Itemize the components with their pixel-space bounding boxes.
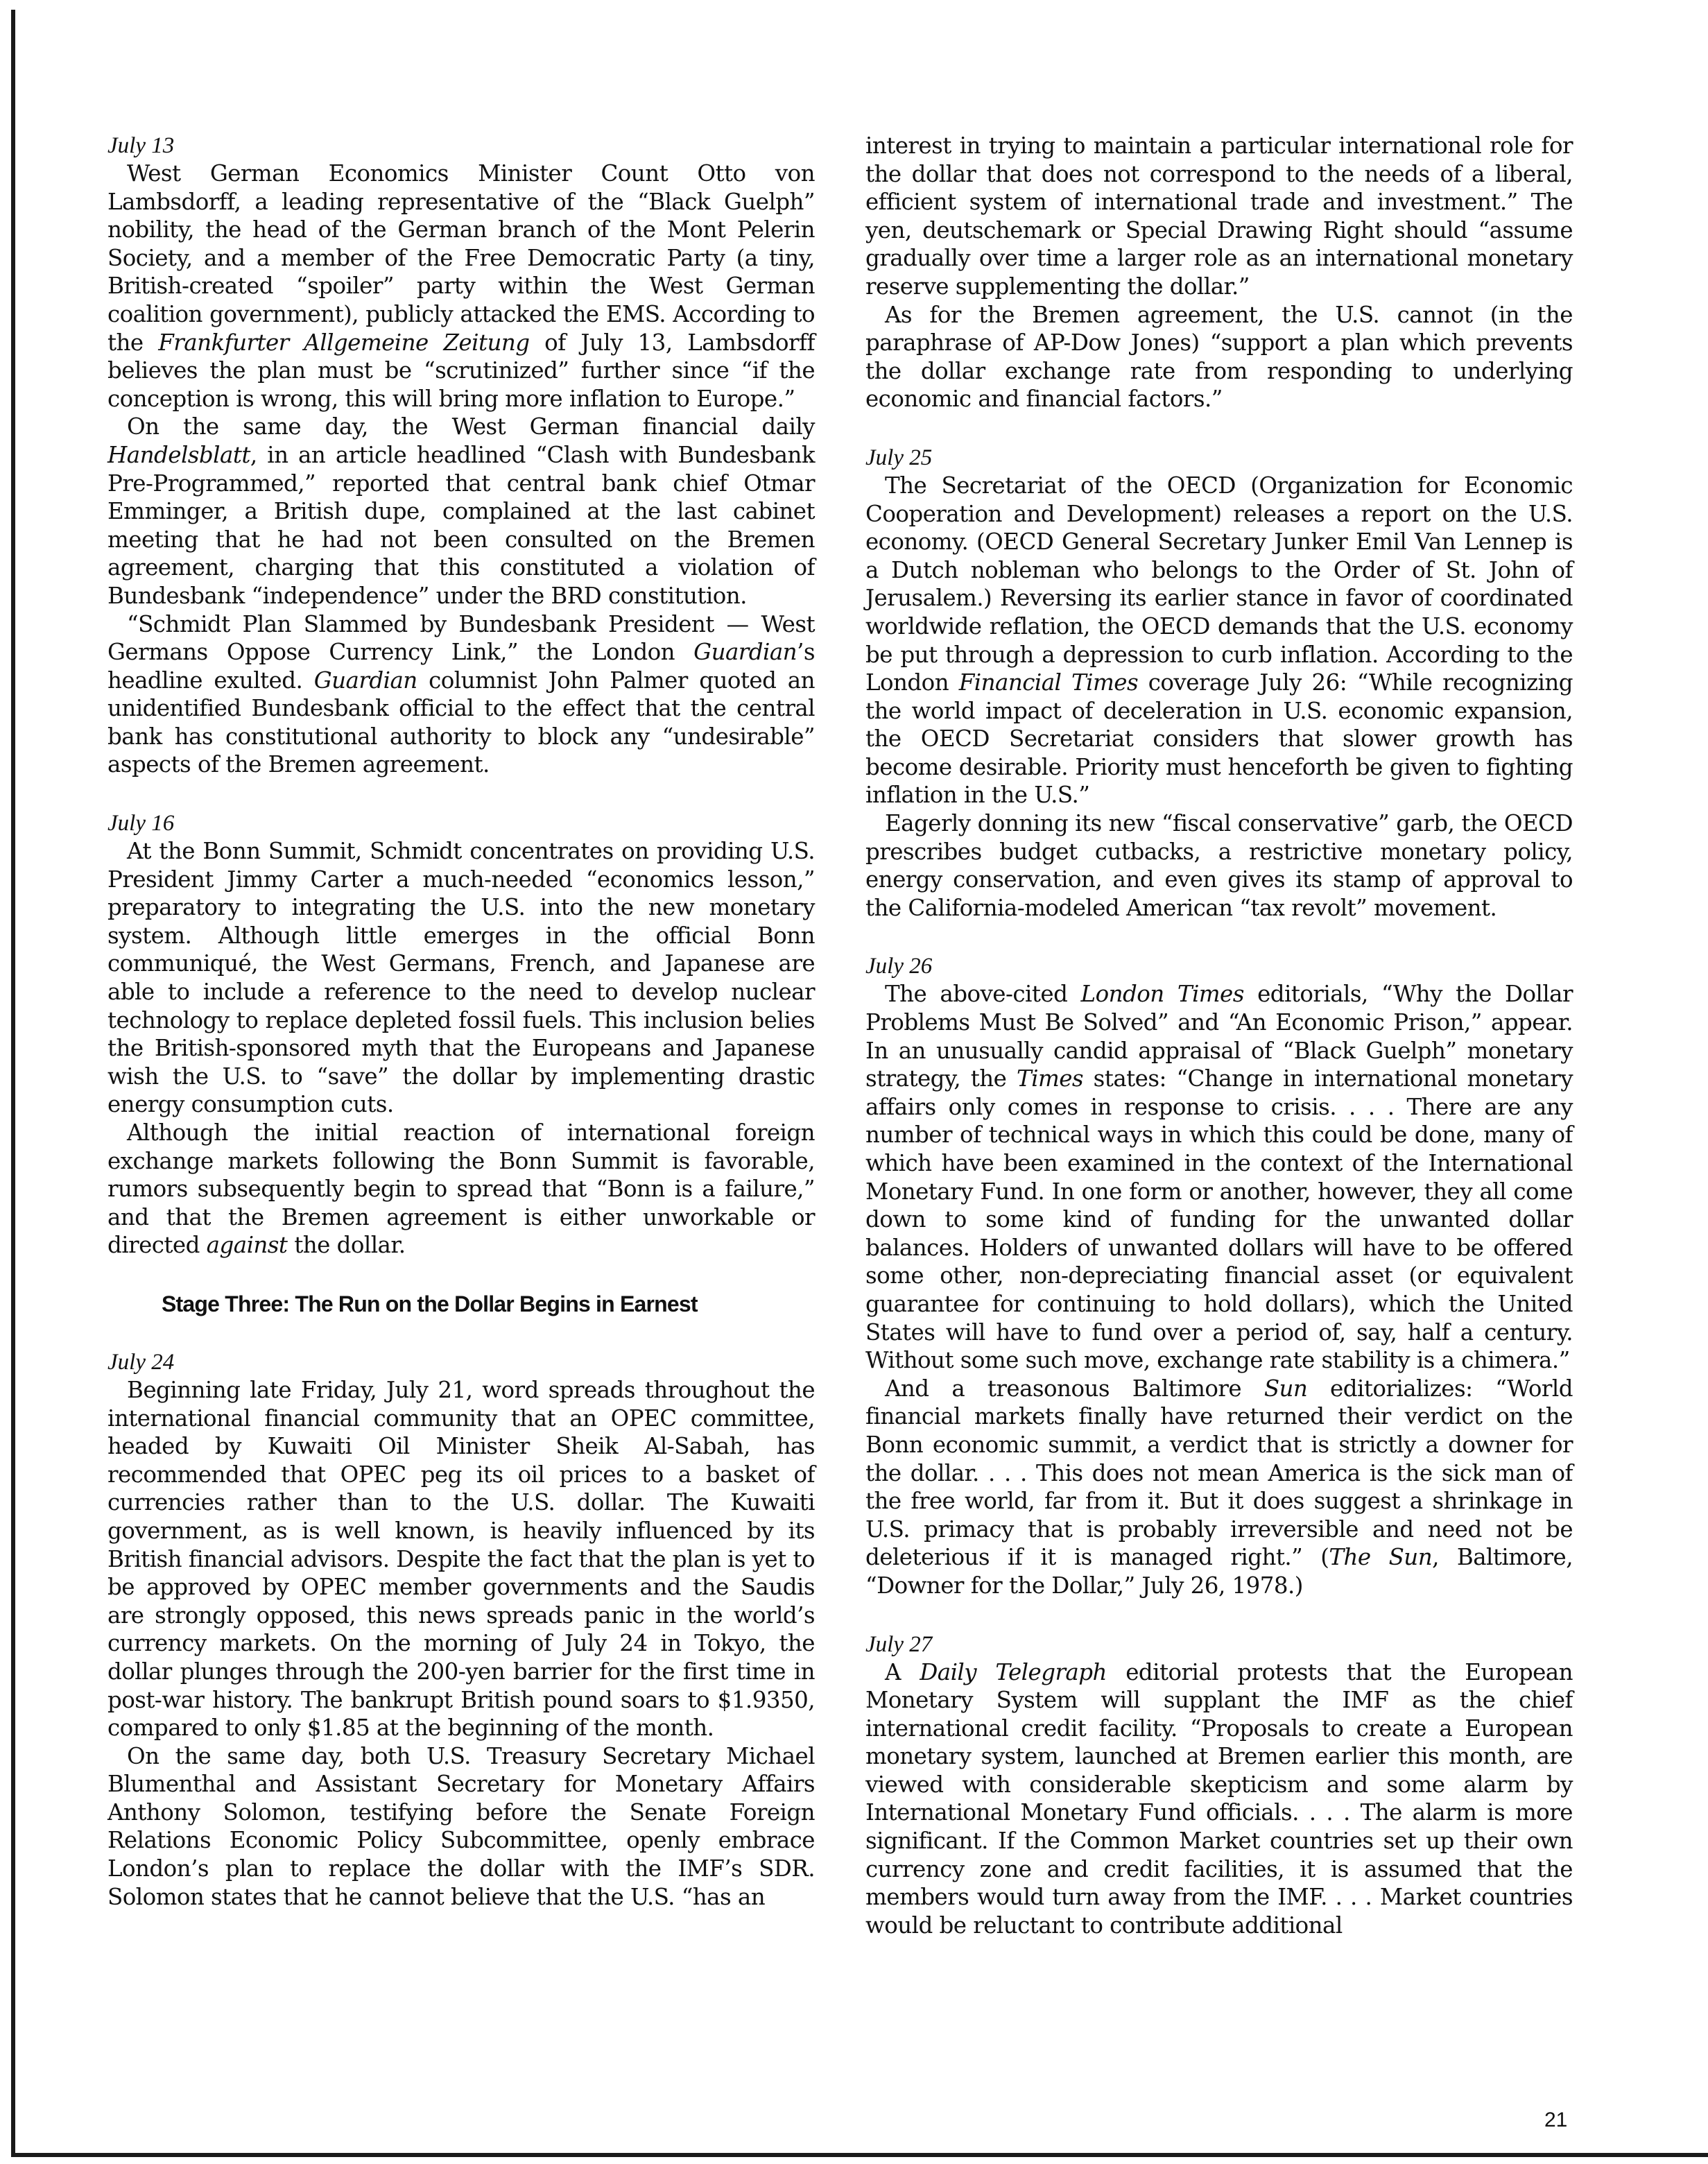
left-column xyxy=(107,132,815,1941)
entry-date: July 27 xyxy=(865,1631,933,1657)
paragraph: interest in trying to maintain a particular international role for the dollar that does not correspond to the needs of a liberal, efficient system of international trade and investment.” The yen, deutschemark or Special Drawing Right should “assume gradually over time a larger role as an international monetary reserve supplementing the dollar.” xyxy=(865,132,1573,300)
entry-july-27 xyxy=(865,1631,1573,1940)
entry-july-24 xyxy=(107,1348,815,1911)
entry-continuation xyxy=(865,132,1573,413)
paragraph: Beginning late Friday, July 21, word spreads throughout the international financial community that an OPEC committee, headed by Kuwaiti Oil Minister Sheik Al-Sabah, has recommended that OPEC peg its oil prices to a basket of currencies rather than to the U.S. dollar. The Kuwaiti government, as is well known, is heavily influenced by its British financial advisors. Despite the fact that the plan is yet to be approved by OPEC member governments and the Saudis are strongly opposed, this news spreads panic in the world’s currency markets. On the morning of July 24 in Tokyo, the dollar plunges through the 200-yen barrier for the first time in post-war history. The bankrupt British pound soars to $1.9350, compared to only $1.85 at the beginning of the month. xyxy=(107,1376,815,1742)
entry-july-13 xyxy=(107,132,815,779)
section-heading: Stage Three: The Run on the Dollar Begins in Earnest xyxy=(162,1291,698,1316)
paragraph: Eagerly donning its new “fiscal conservative” garb, the OECD prescribes budget cutbacks, a restrictive monetary policy, energy conservation, and even gives its stamp of approval to the California-modeled American “tax revolt” movement. xyxy=(865,810,1573,921)
entry-july-26 xyxy=(865,952,1573,1599)
bottom-rule xyxy=(11,2153,1708,2157)
paragraph: The above-cited London Times editorials, “Why the Dollar Problems Must Be Solved” and “An Economic Prison,” appear. In an unusually candid appraisal of “Black Guelph” monetary strategy, the Times states: “Change in international monetary affairs only comes in response to crisis. . . . There are any number of technical ways in which this could be done, many of which have been examined in the context of the International Monetary Fund. In one form or another, however, they all come down to some kind of funding for the unwanted dollar balances. Holders of unwanted dollars will have to be offered some other, non-depreciating financial asset (or equivalent guarantee for continuing to hold dollars), which the United States will have to fund over a period of, say, half a century. Without some such move, exchange rate stability is a chimera.” xyxy=(865,981,1573,1374)
paragraph: West German Economics Minister Count Otto von Lambsdorff, a leading representative of the “Black Guelph” nobility, the head of the German branch of the Mont Pelerin Society, and a member of the Free Democratic Party (a tiny, British-created “spoiler” party within the West German coalition government), publicly attacked the EMS. According to the Frankfurter Allgemeine Zeitung of July 13, Lambsdorff believes the plan must be “scrutinized” further since “if the conception is wrong, this will bring more inflation to Europe.” xyxy=(107,160,816,412)
entry-date: July 24 xyxy=(107,1349,175,1375)
entry-july-25 xyxy=(865,444,1573,922)
paragraph: On the same day, the West German financial daily Handelsblatt, in an article headlined “Clash with Bundesbank Pre-Programmed,” reported that central bank chief Otmar Emminger, a British dupe, complained at the last cabinet meeting that he had not been consulted on the Bremen agreement, charging that this constituted a violation of Bundesbank “independence” under the BRD constitution. xyxy=(107,413,815,609)
entry-july-16 xyxy=(107,809,815,1260)
entry-date: July 26 xyxy=(865,954,933,979)
paragraph: A Daily Telegraph editorial protests that the European Monetary System will supplant the IMF as the chief international credit facility. “Proposals to create a European monetary system, launched at Bremen earlier this month, are viewed with considerable skepticism and some alarm by International Monetary Fund officials. . . . The alarm is more significant. If the Common Market countries set up their own currency zone and credit facilities, it is assumed that the members would turn away from the IMF. . . . Market countries would be reluctant to contribute additional xyxy=(865,1658,1573,1939)
entry-date: July 25 xyxy=(865,445,933,470)
entry-date: July 13 xyxy=(107,133,175,158)
page-number: 21 xyxy=(1544,2109,1568,2131)
right-column xyxy=(865,132,1573,1970)
paragraph: Although the initial reaction of international foreign exchange markets following the Bonn Summit is favorable, rumors subsequently begin to spread that “Bonn is a failure,” and that the Bremen agreement is either unworkable or directed against the dollar. xyxy=(107,1119,815,1259)
paragraph: The Secretariat of the OECD (Organization for Economic Cooperation and Development) releases a report on the U.S. economy. (OECD General Secretary Junker Emil Van Lennep is a Dutch nobleman who belongs to the Order of St. John of Jerusalem.) Reversing its earlier stance in favor of coordinated worldwide reflation, the OECD demands that the U.S. economy be put through a depression to curb inflation. According to the London Financial Times coverage July 26: “While recognizing the world impact of deceleration in U.S. economic expansion, the OECD Secretariat considers that slower growth has become desirable. Priority must henceforth be given to fighting inflation in the U.S.” xyxy=(865,472,1573,809)
paragraph: And a treasonous Baltimore Sun editorializes: “World financial markets finally have returned their verdict on the Bonn economic summit, a verdict that is strictly a downer for the dollar. . . . This does not mean America is the sick man of the free world, far from it. But it does suggest a shrinkage in U.S. primacy that is probably irreversible and need not be deleterious if it is managed right.” (The Sun, Baltimore, “Downer for the Dollar,” July 26, 1978.) xyxy=(865,1375,1573,1599)
paragraph: “Schmidt Plan Slammed by Bundesbank President — West Germans Oppose Currency Link,” the London Guardian’s headline exulted. Guardian columnist John Palmer quoted an unidentified Bundesbank official to the effect that the central bank has constitutional authority to block any “undesirable” aspects of the Bremen agreement. xyxy=(107,610,815,778)
paragraph: At the Bonn Summit, Schmidt concentrates on providing U.S. President Jimmy Carter a much-needed “economics lesson,” preparatory to integrating the U.S. into the new monetary system. Although little emerges in the official Bonn communiqué, the West Germans, French, and Japanese are able to include a reference to the need to develop nuclear technology to replace depleted fossil fuels. This inclusion belies the British-sponsored myth that the Europeans and Japanese wish the U.S. to “save” the dollar by implementing drastic energy consumption cuts. xyxy=(107,838,815,1118)
entry-date: July 16 xyxy=(107,811,175,836)
left-margin-rule xyxy=(11,10,15,2156)
paragraph: On the same day, both U.S. Treasury Secretary Michael Blumenthal and Assistant Secretary for Monetary Affairs Anthony Solomon, testifying before the Senate Foreign Relations Economic Policy Subcommittee, openly embrace London’s plan to replace the dollar with the IMF’s SDR. Solomon states that he cannot believe that the U.S. “has an xyxy=(107,1742,815,1910)
paragraph: As for the Bremen agreement, the U.S. cannot (in the paraphrase of AP-Dow Jones) “support a plan which prevents the dollar exchange rate from responding to underlying economic and financial factors.” xyxy=(865,301,1573,413)
